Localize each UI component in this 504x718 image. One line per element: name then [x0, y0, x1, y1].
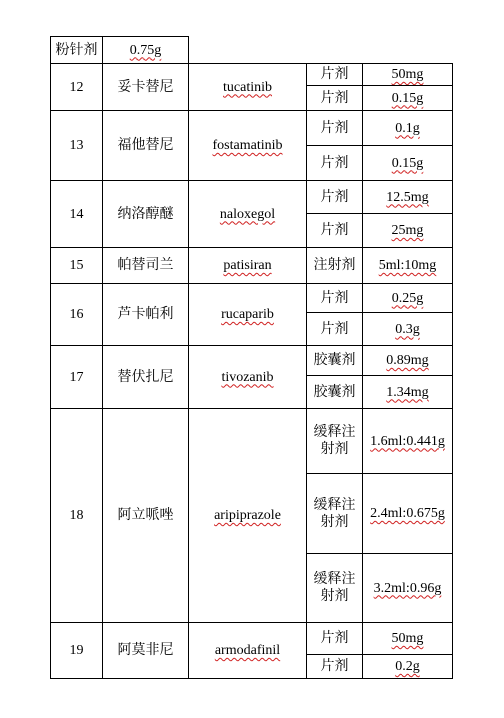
top-form-cell — [50, 36, 103, 64]
top-spec-cell-text: 0.75g — [129, 42, 162, 58]
spec-cell-text: 0.15g — [391, 155, 424, 171]
en-name-cell — [188, 110, 307, 181]
row-number-cell — [50, 283, 103, 346]
dosage-form-cell-text: 缓释注射剂 — [313, 496, 356, 530]
spec-cell-text: 0.15g — [391, 90, 424, 106]
cn-name-cell-text: 纳洛醇醚 — [117, 205, 174, 222]
spec-cell-text: 0.25g — [391, 290, 424, 306]
spec-cell-text: 12.5mg — [386, 189, 429, 205]
dosage-form-cell-text: 片剂 — [320, 658, 349, 674]
en-name-cell — [188, 180, 307, 248]
spec-cell — [362, 145, 453, 181]
dosage-form-cell-text: 片剂 — [320, 320, 349, 337]
cn-name-cell — [102, 247, 189, 284]
dosage-form-cell — [306, 63, 363, 86]
dosage-form-cell-text: 片剂 — [320, 630, 349, 646]
row-number-cell — [50, 247, 103, 284]
dosage-form-cell-text: 片剂 — [320, 188, 349, 205]
dosage-form-cell — [306, 375, 363, 409]
row-number-cell — [50, 110, 103, 181]
top-form-cell-text: 粉针剂 — [55, 41, 98, 58]
en-name-cell — [188, 408, 307, 623]
spec-cell — [362, 180, 453, 214]
row-number-cell-text: 15 — [69, 258, 84, 273]
spec-cell — [362, 473, 453, 554]
row-number-cell — [50, 408, 103, 623]
dosage-form-cell — [306, 473, 363, 554]
spec-cell — [362, 63, 453, 86]
cn-name-cell-text: 帕替司兰 — [117, 257, 174, 273]
dosage-form-cell-text: 片剂 — [320, 222, 349, 238]
spec-cell — [362, 345, 453, 376]
spec-cell-text: 0.3g — [395, 321, 420, 337]
en-name-cell-text: fostamatinib — [212, 138, 283, 153]
spec-cell — [362, 110, 453, 146]
spec-cell — [362, 312, 453, 346]
dosage-form-cell-text: 片剂 — [320, 154, 349, 171]
dosage-form-cell — [306, 110, 363, 146]
cn-name-cell — [102, 180, 189, 248]
spec-cell — [362, 213, 453, 248]
dosage-form-cell-text: 注射剂 — [313, 257, 356, 273]
row-number-cell-text: 13 — [69, 138, 84, 153]
row-number-cell-text: 18 — [69, 508, 84, 523]
row-number-cell — [50, 345, 103, 409]
cn-name-cell — [102, 283, 189, 346]
spec-cell-text: 3.2ml:0.96g — [373, 580, 442, 596]
top-spec-cell — [102, 36, 189, 64]
en-name-cell-text: armodafinil — [214, 643, 281, 658]
dosage-form-cell — [306, 408, 363, 474]
spec-cell-text: 1.34mg — [386, 384, 429, 400]
spec-cell-text: 5ml:10mg — [378, 258, 437, 273]
en-name-cell-text: tucatinib — [223, 79, 272, 95]
en-name-cell-text: rucaparib — [221, 307, 274, 322]
dosage-form-cell-text: 片剂 — [320, 66, 349, 82]
dosage-form-cell-text: 片剂 — [320, 289, 349, 306]
en-name-cell-text: naloxegol — [219, 206, 276, 222]
cn-name-cell-text: 阿立哌唑 — [117, 507, 174, 523]
cn-name-cell-text: 福他替尼 — [117, 137, 174, 153]
dosage-form-cell — [306, 85, 363, 111]
spec-cell — [362, 247, 453, 284]
row-number-cell-text: 16 — [69, 307, 84, 322]
cn-name-cell — [102, 110, 189, 181]
en-name-cell — [188, 345, 307, 409]
dosage-form-cell — [306, 213, 363, 248]
spec-cell-text: 2.4ml:0.675g — [370, 506, 445, 521]
dosage-form-cell-text: 片剂 — [320, 89, 349, 106]
spec-cell — [362, 553, 453, 623]
dosage-form-cell — [306, 247, 363, 284]
spec-cell-text: 1.6ml:0.441g — [370, 433, 445, 449]
spec-cell — [362, 408, 453, 474]
spec-cell-text: 50mg — [391, 631, 424, 646]
dosage-form-cell-text: 缓释注射剂 — [313, 571, 356, 604]
en-name-cell — [188, 283, 307, 346]
dosage-form-cell — [306, 654, 363, 679]
en-name-cell — [188, 622, 307, 679]
cn-name-cell — [102, 622, 189, 679]
cn-name-cell-text: 芦卡帕利 — [117, 306, 174, 322]
cn-name-cell — [102, 408, 189, 623]
spec-cell — [362, 283, 453, 313]
en-name-cell — [188, 247, 307, 284]
cn-name-cell — [102, 63, 189, 111]
en-name-cell-text: aripiprazole — [214, 508, 281, 523]
row-number-cell-text: 17 — [69, 369, 84, 385]
dosage-form-cell — [306, 180, 363, 214]
dosage-form-cell — [306, 145, 363, 181]
dosage-form-cell — [306, 622, 363, 655]
en-name-cell-text: tivozanib — [221, 369, 274, 385]
cn-name-cell-text: 替伏扎尼 — [117, 368, 174, 385]
spec-cell-text: 25mg — [391, 223, 424, 238]
dosage-form-cell-text: 胶囊剂 — [313, 352, 356, 368]
spec-cell — [362, 622, 453, 655]
spec-cell — [362, 85, 453, 111]
cn-name-cell-text: 阿莫非尼 — [117, 642, 174, 658]
dosage-form-cell-text: 缓释注射剂 — [313, 424, 356, 457]
spec-cell — [362, 375, 453, 409]
spec-cell-text: 0.1g — [395, 120, 420, 136]
row-number-cell — [50, 180, 103, 248]
dosage-form-cell-text: 胶囊剂 — [313, 383, 356, 400]
row-number-cell-text: 19 — [69, 643, 84, 658]
spec-cell-text: 0.2g — [395, 659, 420, 674]
dosage-form-cell — [306, 312, 363, 346]
dosage-form-cell — [306, 553, 363, 623]
cn-name-cell — [102, 345, 189, 409]
dosage-form-cell-text: 片剂 — [320, 119, 349, 136]
cn-name-cell-text: 妥卡替尼 — [117, 78, 174, 95]
row-number-cell — [50, 622, 103, 679]
dosage-form-cell — [306, 283, 363, 313]
dosage-form-cell — [306, 345, 363, 376]
row-number-cell-text: 12 — [69, 79, 84, 95]
en-name-cell-text: patisiran — [223, 258, 272, 273]
spec-cell-text: 50mg — [391, 67, 424, 82]
row-number-cell-text: 14 — [69, 206, 84, 222]
row-number-cell — [50, 63, 103, 111]
spec-cell — [362, 654, 453, 679]
en-name-cell — [188, 63, 307, 111]
spec-cell-text: 0.89mg — [386, 353, 429, 368]
